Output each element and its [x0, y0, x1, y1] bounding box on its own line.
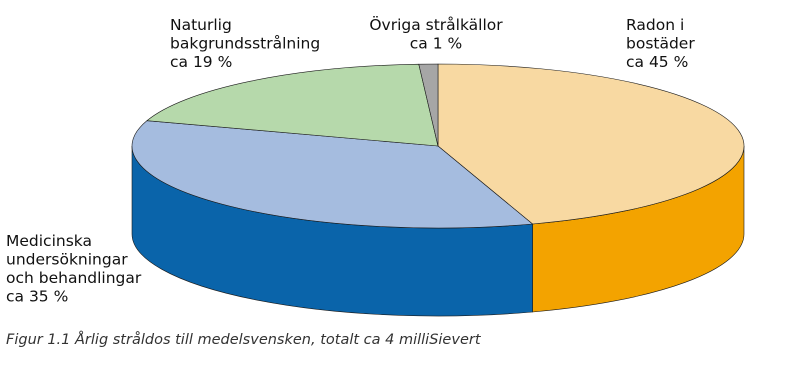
slice-label-line: och behandlingar — [6, 269, 142, 287]
slice-label-line: undersökningar — [6, 250, 128, 269]
slice-label-line: Naturlig — [170, 16, 232, 34]
slice-label-line: ca 35 % — [6, 287, 69, 306]
slice-label-radon-i-bost-der — [626, 16, 695, 71]
slice-label-naturlig-bakgrundsstr-lning — [170, 16, 320, 71]
slice-label-line: Övriga strålkällor — [369, 16, 503, 34]
slice-label-vriga-str-lk-llor — [369, 15, 503, 53]
slice-label-line: Medicinska — [6, 232, 92, 250]
slice-label-line: ca 1 % — [409, 34, 463, 53]
figure-caption: Figur 1.1 Årlig stråldos till medelsvensken, totalt ca 4 milliSievert — [6, 332, 481, 348]
slice-label-line: ca 19 % — [170, 53, 233, 71]
slice-label-line: bakgrundsstrålning — [170, 34, 321, 53]
slice-label-line: Radon i — [626, 16, 685, 34]
slice-label-line: bostäder — [626, 34, 695, 53]
slice-label-line: ca 45 % — [626, 53, 689, 71]
slice-label-medicinska-unders-kningar-och-behandlingar — [6, 232, 142, 306]
